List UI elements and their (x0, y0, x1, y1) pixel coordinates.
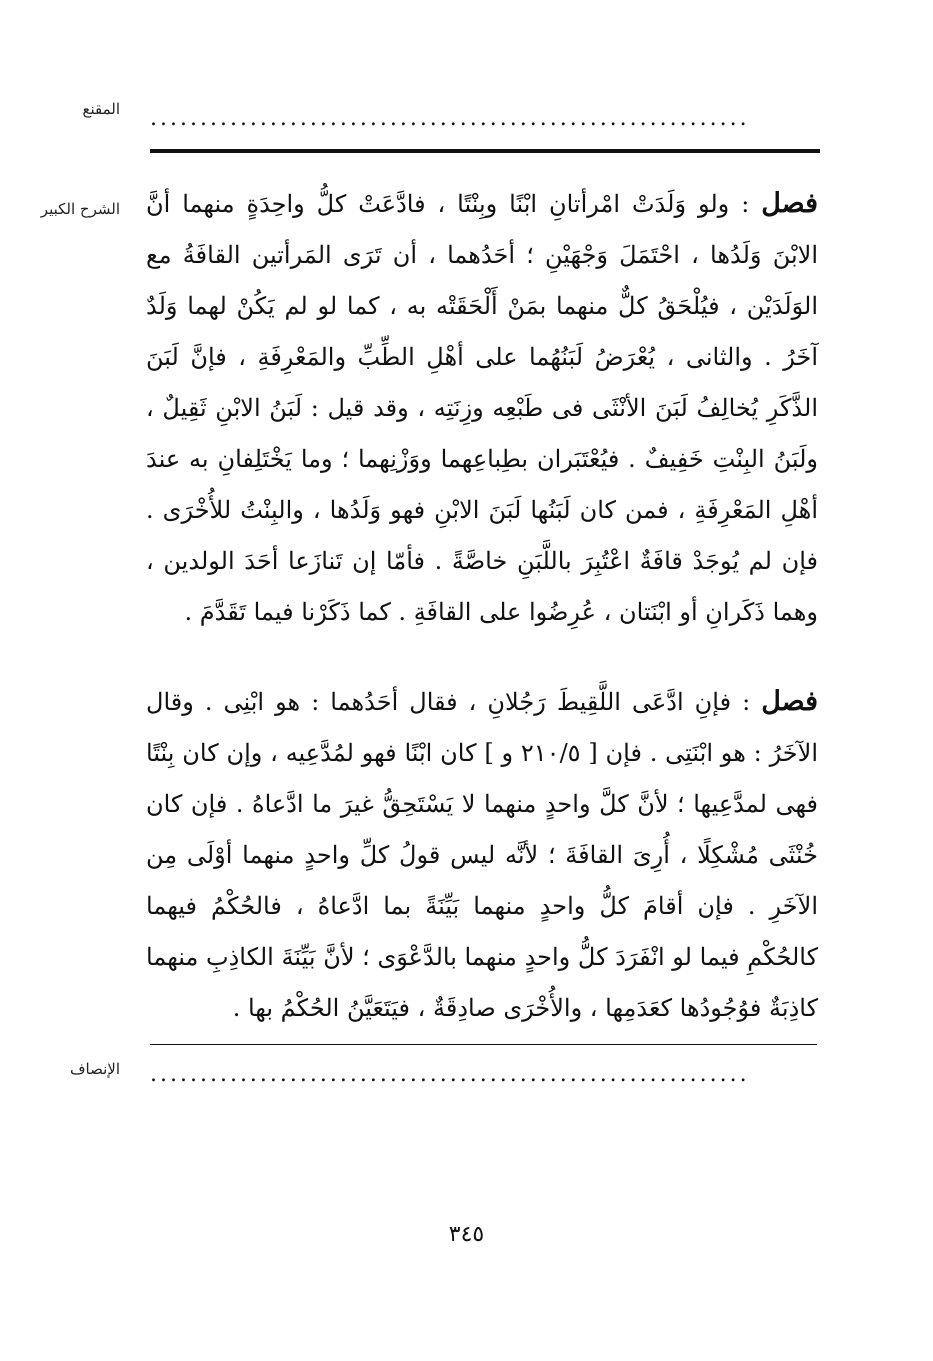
page-number: ٣٤٥ (448, 1222, 485, 1247)
section2-body-text: : فإنِ ادَّعَى اللَّقِيطَ رَجُلانِ ، فقال أحَدُهما : هو ابْنِى . وقال الآخَرُ : هو ابْنَتِى . فإن [ ٢١٠/٥ و ] كان ابْنًا فهو لمُدَّعِيه ، وإن كان بِنْتًا فهى لمدَّعِيها ؛ لأنَّ كلَّ واحدٍ منهما لا يَسْتَحِقُّ غيرَ ما ادَّعاهُ . فإن كان خُنْثَى مُشْكِلًا ، أُرِىَ القافَةَ ؛ لأنَّه ليس قولُ كلِّ واحدٍ منهما أوْلَى مِن الآخَرِ . فإن أقامَ كلُّ واحدٍ منهما بَيِّنَةً بما ادَّعاهُ ، فالحُكْمُ فيهما كالحُكْمِ فيما لو انْفَرَدَ كلُّ واحدٍ منهما بالدَّعْوَى ؛ لأنَّ بَيِّنَةَ الكاذِبِ منهما كاذِبَةٌ فوُجُودُها كعَدَمِها ، والأُخْرَى صادِقَةٌ ، فيَتَعَيَّنُ الحُكْمُ بها . (146, 688, 818, 1022)
section2-lead-word: فصل (761, 686, 818, 717)
footer-margin-label: الإنصاف (69, 1060, 120, 1078)
header-margin-label: المقنع (82, 100, 120, 118)
section1-paragraph (146, 178, 818, 638)
section1-margin-label: الشرح الكبير (40, 200, 120, 218)
footer-rule (150, 1044, 817, 1045)
header-dotted-line: ............................................................ (150, 112, 750, 126)
section2-paragraph (146, 676, 818, 1034)
footer-dotted-line: ............................................................ (150, 1068, 750, 1082)
section1-body-text: : ولو وَلَدَتْ امْرأتانِ ابْنًا وبِنْتًا ، فادَّعَتْ كلُّ واحِدَةٍ منهما أنَّ الابْنَ وَلَدُها ، احْتَمَلَ وَجْهَيْنِ ؛ أحَدُهما ، أن تَرَى المَرأتين القافَةُ مع الوَلَدَيْن ، فيُلْحَقُ كلٌّ منهما بمَنْ أَلْحَقَتْه به ، كما لو لم يَكُنْ لهما وَلَدٌ آخَرُ . والثانى ، يُعْرَضُ لَبَنُهُما على أهْلِ الطِّبِّ والمَعْرِفَةِ ، فإنَّ لَبَنَ الذَّكَرِ يُخالِفُ لَبَنَ الأنْثَى فى طَبْعِه وزِنَتِه ، وقد قيل : لَبَنُ الابْنِ ثَقِيلٌ ، ولَبَنُ البِنْتِ خَفِيفٌ . فيُعْتَبَران بطِباعِهما ووَزْنِهما ؛ وما يَخْتَلِفانِ به عندَ أهْلِ المَعْرِفَةِ ، فمن كان لَبَنُها لَبَنَ الابْنِ فهو وَلَدُها ، والبِنْتُ للأُخْرَى . فإن لم يُوجَدْ قافَةٌ اعْتُبِرَ باللَّبَنِ خاصَّةً . فأمّا إن تَنازَعا أحَدَ الولدين ، وهما ذَكَرانِ أو ابْنَتان ، عُرِضُوا على القافَةِ . كما ذَكَرْنا فيما تَقَدَّمَ . (146, 190, 818, 626)
header-rule (150, 149, 820, 153)
section1-lead-word: فصل (761, 188, 819, 219)
